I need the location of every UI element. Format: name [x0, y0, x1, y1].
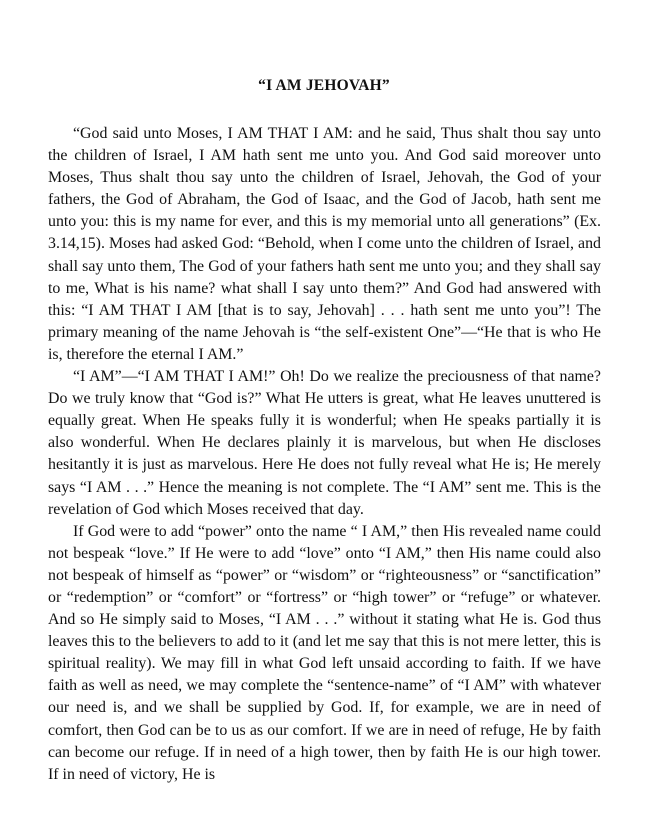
page-title: “I AM JEHOVAH”: [258, 77, 390, 94]
body-text: [48, 123, 601, 786]
paragraph-1: “God said unto Moses, I AM THAT I AM: and he said, Thus shalt thou say unto the children of Israel, I AM hath sent me unto you. And God said moreover unto Moses, Thus shalt thou say unto the children of Israel, Jehovah, the God of your fathers, the God of Abraham, the God of Isaac, and the God of Jacob, hath sent me unto you: this is my name for ever, and this is my memorial unto all generations” (Ex. 3.14,15). Moses had asked God: “Behold, when I come unto the children of Israel, and shall say unto them, The God of your fathers hath sent me unto you; and they shall say to me, What is his name? what shall I say unto them?” And God had answered with this: “I AM THAT I AM [that is to say, Jehovah] . . . hath sent me unto you”! The primary meaning of the name Jehovah is “the self-existent One”—“He that is who He is, therefore the eternal I AM.”: [48, 125, 601, 363]
paragraph-3: If God were to add “power” onto the name “ I AM,” then His revealed name could not bespeak “love.” If He were to add “love” onto “I AM,” then His name could also not bespeak of himself as “power” or “wisdom” or “righteousness” or “sanctification” or “redemption” or “comfort” or “fortress” or “high tower” or “refuge” or whatever. And so He simply said to Moses, “I AM . . .” without it stating what He is. God thus leaves this to the believers to add to it (and let me say that this is not mere letter, this is spiritual reality). We may fill in what God left unsaid according to faith. If we have faith as well as need, we may complete the “sentence-name” of “I AM” with whatever our need is, and we shall be supplied by God. If, for example, we are in need of comfort, then God can be to us as our comfort. If we are in need of refuge, He by faith can become our refuge. If in need of a high tower, then by faith He is our high tower. If in need of victory, He is: [48, 522, 601, 783]
paragraph-2: “I AM”—“I AM THAT I AM!” Oh! Do we realize the preciousness of that name? Do we truly know that “God is?” What He utters is great, what He leaves unuttered is equally great. When He speaks fully it is wonderful; when He speaks partially it is also wonderful. When He declares plainly it is marvelous, but when He discloses hesitantly it is just as marvelous. Here He does not fully reveal what He is; He merely says “I AM . . .” Hence the meaning is not complete. The “I AM” sent me. This is the revelation of God which Moses received that day.: [48, 368, 601, 518]
